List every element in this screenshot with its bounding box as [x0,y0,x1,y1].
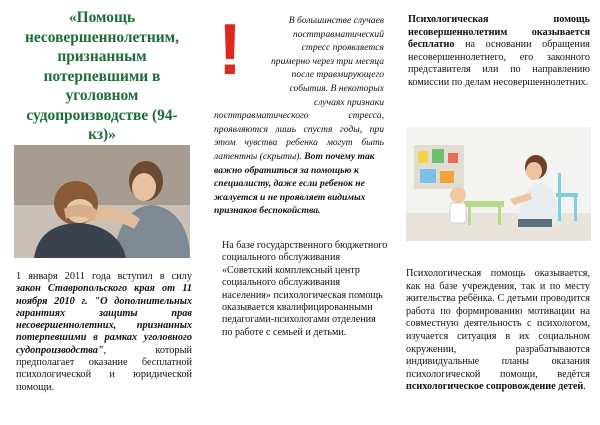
stress-line: случаях признаки [313,96,384,108]
process-bold: психологическое сопровождение детей [406,381,584,393]
law-reference: закон Ставропольского края от 11 ноября 2010 г. "О дополнительных гарантиях защиты прав несовершеннолетних, признанных потерпевшими в рамках уголовного судопроизводства" [16,283,192,356]
exclamation-icon: ! [218,10,242,90]
services-paragraph: На базе государственного бюджетного социального обслуживания «Советский комплексный центр социального обслуживания населения» психологическая помощь оказывается квалифицированными педагогами-психологами отделения по работе с семьей и детьми. [222,240,388,338]
intro-paragraph [16,271,192,394]
stress-line: после травмирующего [291,69,384,81]
stress-line: проявляются лишь спустя годы, при [214,123,384,135]
brochure-title: «Помощь несовершеннолетним, признанным потерпевшими в уголовном судопроизводстве (94-кз)» [25,9,179,143]
panel-middle [200,0,400,425]
stress-line: латентны (скрыты). [214,150,305,162]
free-help-paragraph [408,14,590,89]
important-emphasis: Вот почему так важно обратиться за помощью к специалисту, даже если ребенок не жалуется и не проявляет видимых признаков беспокойства. [214,150,375,217]
intro-text-start: 1 января 2011 года вступил в силу [16,271,192,282]
process-paragraph [406,268,590,394]
stress-line: В большинстве случаев [288,15,384,26]
stress-line: этом чувства ребенка могут быть [214,137,384,149]
free-help-bold: Психологическая помощь несовершеннолетним оказывается бесплатно [408,14,590,50]
stress-line: стресс проявляется [301,42,384,54]
photo-psychologist-with-child [406,127,591,241]
free-help-text: на основании обращения несовершеннолетнего, его законного представителя или по направлению комиссии по делам несовершеннолетних. [408,39,590,88]
panel-left [0,0,200,425]
stress-paragraph [214,14,384,218]
stress-line: посттравматический [292,28,384,40]
stress-line: примерно через три месяца [270,55,384,67]
panel-right [400,0,600,425]
photo-counseling [14,145,190,258]
intro-text-end: , который предполагает оказание бесплатной психологической и юридической помощи. [16,344,192,393]
process-end: . [583,381,586,393]
stress-line: посттравматического стресса, [214,110,384,122]
stress-line: события. В некоторых [289,82,384,94]
process-text: Психологическая помощь оказывается, как на базе учреждения, так и по месту жительства ребёнка. С детьми проводится работа по формированию мотивации на совместную деятельность с психологом, изучается ситуация в их социальном окружении, разрабатываются индивидуальные планы оказания психологической помощи, ведётся [406,268,590,380]
